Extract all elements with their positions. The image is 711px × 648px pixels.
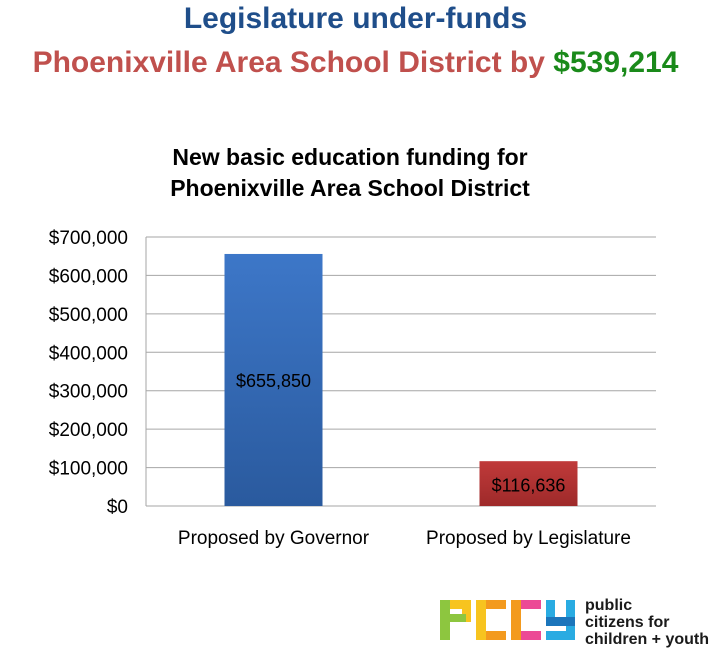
chart-title-line-1: New basic education funding for [172, 144, 528, 170]
y-tick-label: $200,000 [48, 420, 128, 442]
headline-district-text: Phoenixville Area School District by [32, 46, 554, 79]
headline-amount: $539,214 [553, 46, 679, 79]
y-tick-label: $100,000 [48, 458, 128, 480]
y-tick-label: $500,000 [48, 304, 128, 326]
data-label: $655,850 [235, 370, 312, 391]
y-tick-label: $700,000 [48, 228, 128, 249]
logo-letter-y [546, 600, 575, 640]
logo-letter-c2 [511, 600, 541, 640]
x-tick-label: Proposed by Governor [177, 528, 370, 549]
logo-text-citizens: citizens for [585, 614, 670, 631]
headline-text-1: Legislature under-funds [183, 2, 528, 35]
y-tick-label: $400,000 [48, 343, 128, 365]
chart-title-line-2: Phoenixville Area School District [170, 175, 530, 201]
logo-text-public: public [585, 597, 633, 614]
logo-letter-p [440, 600, 471, 640]
y-tick-label: $600,000 [48, 266, 128, 288]
x-tick-label: Proposed by Legislature [426, 528, 631, 549]
y-tick-label: $300,000 [48, 381, 128, 403]
logo-letter-c1 [476, 600, 506, 640]
pccy-logo [440, 592, 580, 644]
logo-text-children-youth: children + youth [585, 631, 710, 648]
y-tick-label: $0 [106, 497, 128, 518]
data-label: $116,636 [491, 475, 566, 496]
